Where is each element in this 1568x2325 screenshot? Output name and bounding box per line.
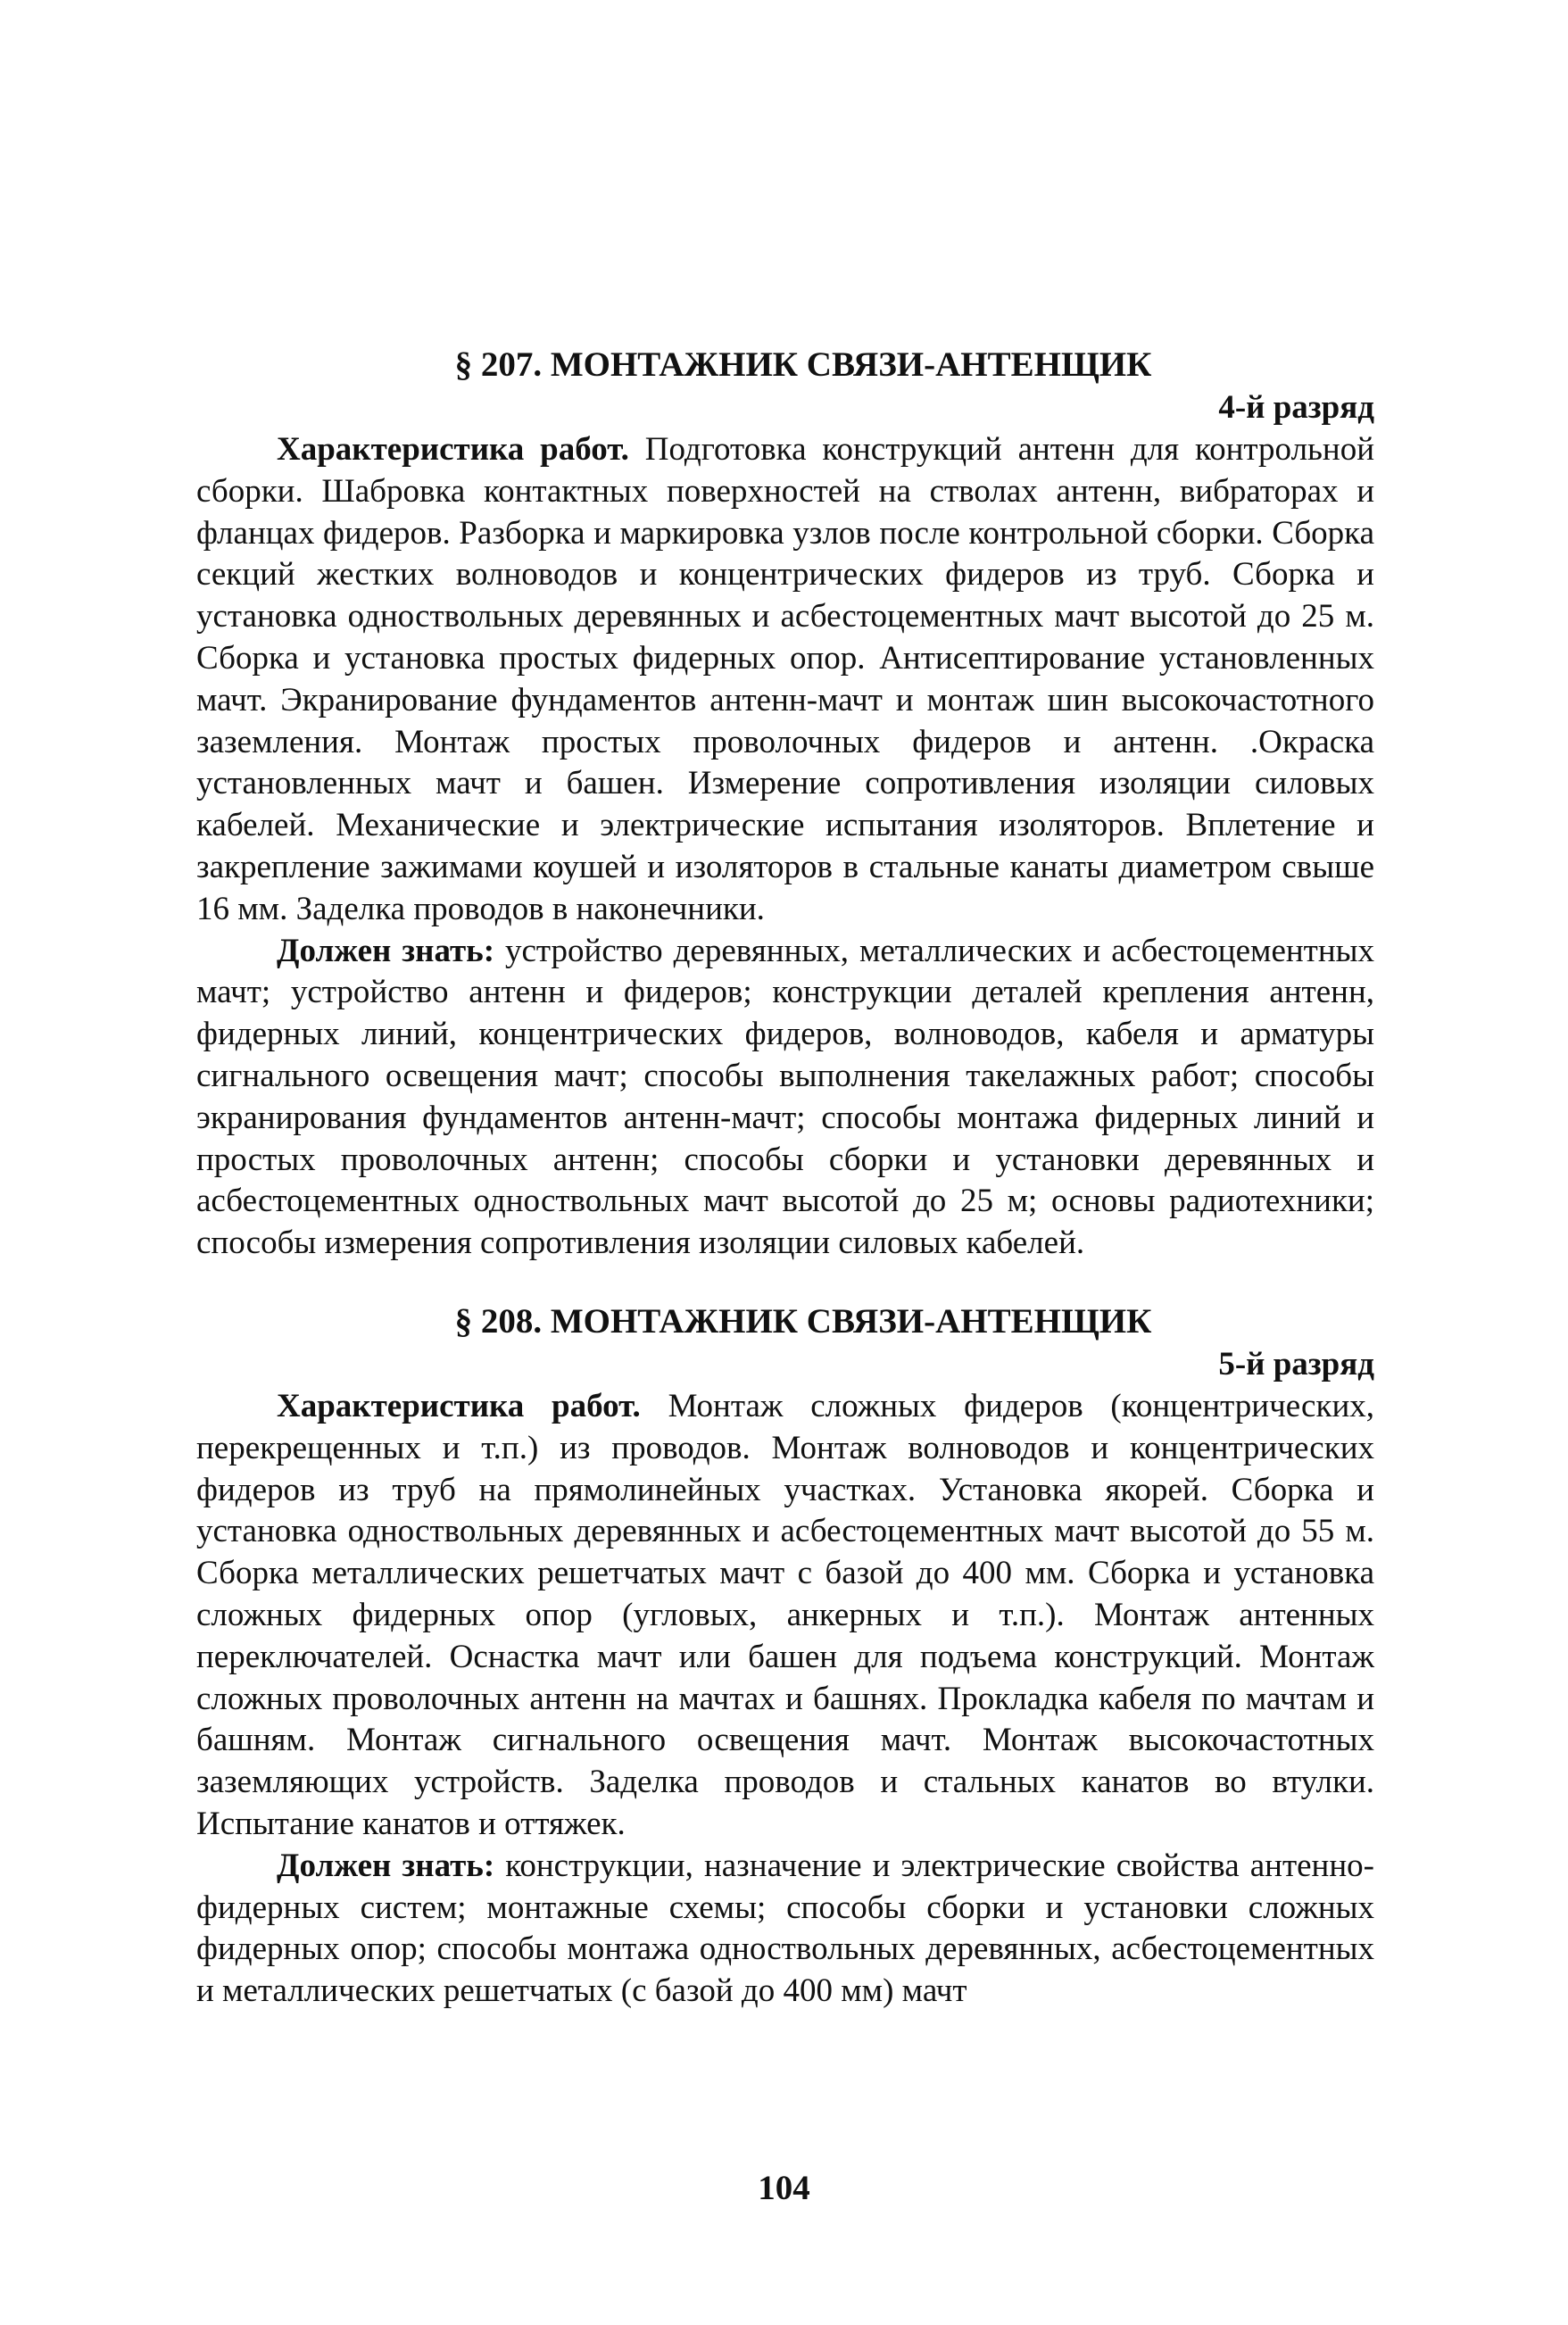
required-knowledge-text: конструкции, назначение и электрические свойства антенно-фидерных систем; монтажные схемы; способы сборки и установки сложных фидерных опор; способы монтажа одноствольных деревянных, асбестоцементных и металлических решетчатых (с базой до 400 мм) мачт (196, 1847, 1374, 2010)
work-characteristics-text: Монтаж сложных фидеров (концентрических, перекрещенных и т.п.) из проводов. Монтаж волноводов и концентрических фидеров из труб на прямолинейных участках. Установка якорей. Сборка и установка одноствольных деревянных и асбестоцементных мачт высотой до 55 м. Сборка металлических решетчатых мачт с базой до 400 мм. Сборка и установка сложных фидерных опор (угловых, анкерных и т.п.). Монтаж антенных переключателей. Оснастка мачт или башен для подъема конструкций. Монтаж сложных проволочных антенн на мачтах и башнях. Прокладка кабеля по мачтам и башням. Монтаж сигнального освещения мачт. Монтаж высокочастотных заземляющих устройств. Заделка проводов и стальных канатов во втулки. Испытание канатов и оттяжек. (196, 1387, 1374, 1842)
work-characteristics-label: Характеристика работ. (277, 431, 629, 468)
required-knowledge-label: Должен знать: (277, 1847, 495, 1884)
required-knowledge-paragraph (196, 1846, 1374, 2013)
work-characteristics-text: Подготовка конструкций антенн для контрольной сборки. Шабровка контактных поверхностей на стволах антенн, вибраторах и фланцах фидеров. Разборка и маркировка узлов после контрольной сборки. Сборка секций жестких волноводов и концентрических фидеров из труб. Сборка и установка одноствольных деревянных и асбестоцементных мачт высотой до 25 м. Сборка и установка простых фидерных опор. Антисептирование установленных мачт. Экранирование фундаментов антенн-мачт и монтаж шин высокочастотного заземления. Монтаж простых проволочных фидеров и антенн. .Окраска установленных мачт и башен. Измерение сопротивления изоляции силовых кабелей. Механические и электрические испытания изоляторов. Вплетение и закрепление зажимами коушей и изоляторов в стальные канаты диаметром свыше 16 мм. Заделка проводов в наконечники. (196, 431, 1375, 927)
work-characteristics-label: Характеристика работ. (277, 1387, 641, 1424)
required-knowledge-text: устройство деревянных, металлических и асбестоцементных мачт; устройство антенн и фидеров; конструкции деталей крепления антенн, фидерных линий, концентрических фидеров, волноводов, кабеля и арматуры сигнального освещения мачт; способы выполнения такелажных работ; способы экранирования фундаментов антенн-мачт; способы монтажа фидерных линий и простых проволочных антенн; способы сборки и установки деревянных и асбестоцементных одноствольных мачт высотой до 25 м; основы радиотехники; способы измерения сопротивления изоляции силовых кабелей. (196, 932, 1374, 1262)
page-number: 104 (758, 2169, 810, 2207)
required-knowledge-paragraph (196, 931, 1374, 1265)
section-title: § 208. МОНТАЖНИК СВЯЗИ-АНТЕНЩИК (454, 1301, 1152, 1341)
required-knowledge-label: Должен знать: (277, 932, 495, 969)
section-207 (196, 344, 1374, 1265)
work-characteristics-paragraph (196, 429, 1374, 931)
document-page (196, 344, 1374, 2013)
grade-label: 4-й разряд (1218, 389, 1374, 426)
section-title: § 207. МОНТАЖНИК СВЯЗИ-АНТЕНЩИК (454, 345, 1152, 384)
work-characteristics-paragraph (196, 1386, 1374, 1846)
section-208 (196, 1300, 1374, 2013)
grade-label: 5-й разряд (1218, 1345, 1374, 1383)
